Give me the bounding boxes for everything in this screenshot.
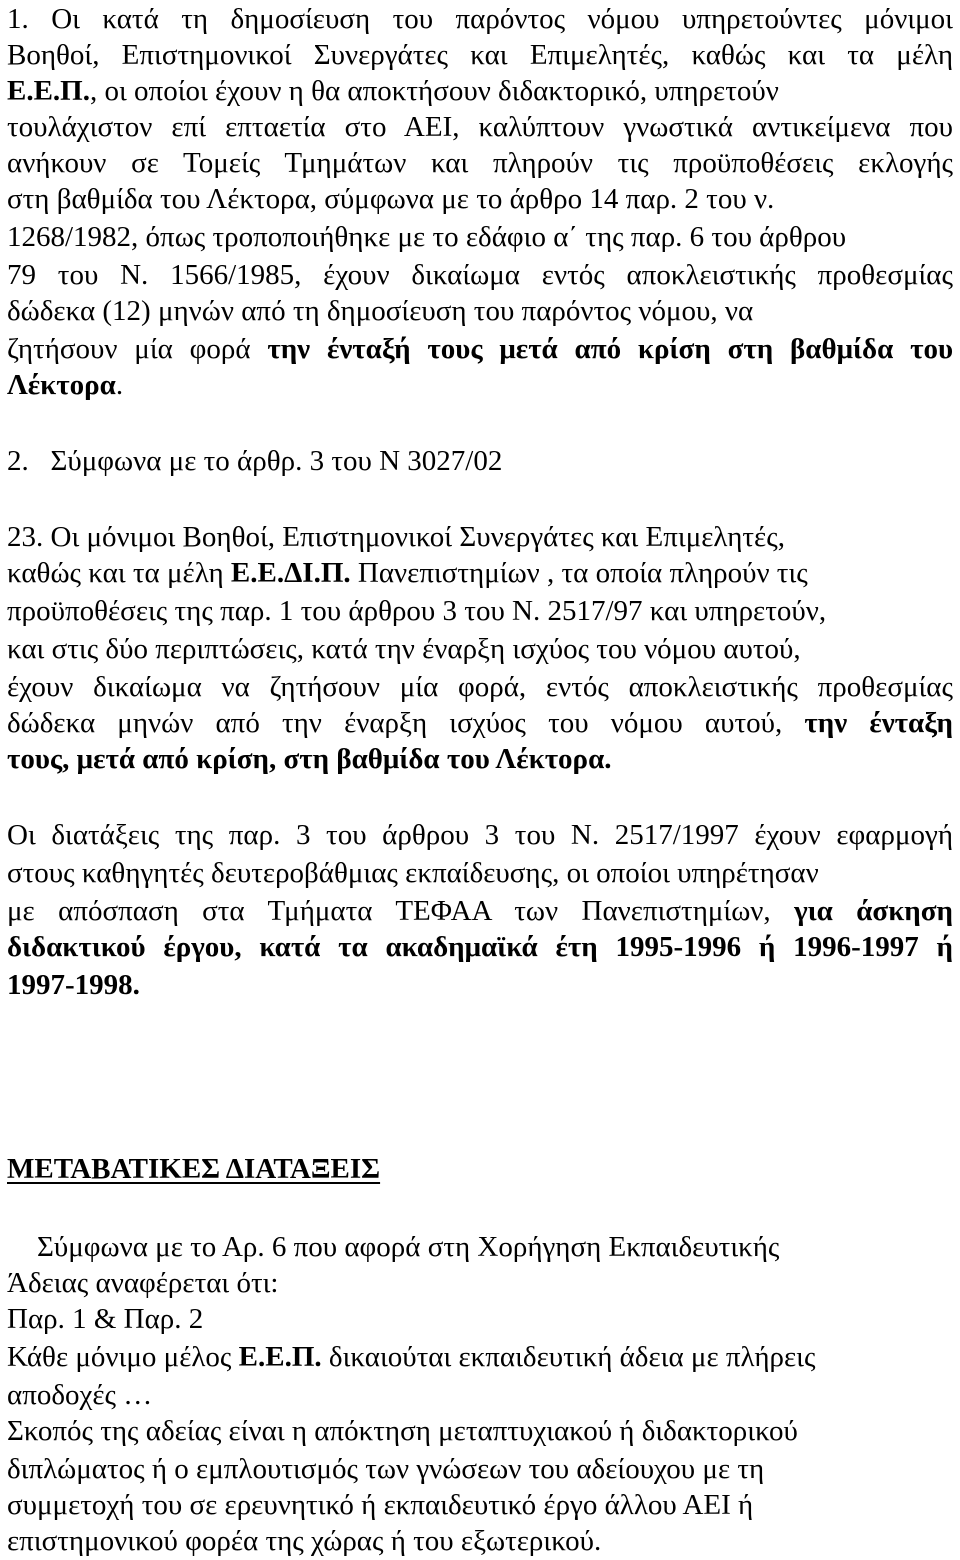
text-span: με απόσπαση στα Τμήματα ΤΕΦΑΑ των Πανεπιστημίων, [7,895,771,927]
abbreviation: Ε.Ε.Π. [7,75,90,107]
text-span: , οι οποίοι έχουν η θα αποκτήσουν διδακτορικό, υπηρετούν [90,75,779,107]
paragraph-line: Παρ. 1 & Παρ. 2 [7,1303,204,1335]
paragraph-line: στη βαθμίδα του Λέκτορα, σύμφωνα με το άρθρο 14 παρ. 2 του ν. [7,183,775,215]
paragraph-line [7,706,953,740]
paragraph-line: 79 του Ν. 1566/1985, έχουν δικαίωμα εντός αποκλειστικής προθεσμίας [7,259,953,291]
paragraph-line: Σύμφωνα με το Αρ. 6 που αφορά στη Χορήγηση Εκπαιδευτικής [37,1231,780,1263]
paragraph-line: Άδειας αναφέρεται ότι: [7,1267,279,1299]
paragraph-line [7,1340,815,1374]
paragraph-line [7,74,953,108]
paragraph-line: δώδεκα (12) μηνών από τη δημοσίευση του παρόντος νόμου, να [7,295,754,327]
paragraph-line: 23. Οι μόνιμοι Βοηθοί, Επιστημονικοί Συνεργάτες και Επιμελητές, [7,521,785,553]
text-span: ζητήσουν μία φορά [7,333,251,365]
paragraph-line [7,556,808,590]
paragraph-line: αποδοχές … [7,1379,153,1411]
paragraph-line: Σκοπός της αδείας είναι η απόκτηση μεταπτυχιακού ή διδακτορικού [7,1415,798,1447]
emphasis-text: την ένταξή τους μετά από κρίση στη βαθμίδα του [267,333,953,365]
section-heading: 2. Σύμφωνα με το άρθρ. 3 του Ν 3027/02 [7,445,503,477]
paragraph-line: συμμετοχή του σε ερευνητικό ή εκπαιδευτικό έργο άλλου ΑΕΙ ή [7,1489,754,1521]
paragraph-line: και στις δύο περιπτώσεις, κατά την έναρξη ισχύος του νόμου αυτού, [7,633,801,665]
paragraph-line: Οι διατάξεις της παρ. 3 του άρθρου 3 του Ν. 2517/1997 έχουν εφαρμογή [7,819,953,851]
text-span: δώδεκα μηνών από την έναρξη ισχύος του νόμου αυτού, [7,707,783,739]
paragraph-line: διπλώματος ή ο εμπλουτισμός των γνώσεων του αδείουχου με τη [7,1453,765,1485]
abbreviation: Ε.Ε.ΔΙ.Π. [230,557,351,589]
paragraph-line: τουλάχιστον επί επταετία στο ΑΕΙ, καλύπτουν γνωστικά αντικείμενα που [7,111,953,143]
paragraph-line: επιστημονικού φορέα της χώρας ή του εξωτερικού. [7,1525,602,1557]
text-span: δικαιούται εκπαιδευτική άδεια με πλήρεις [328,1341,816,1373]
emphasis-text: για άσκηση [794,895,954,927]
text-span: Κάθε μόνιμο μέλος [7,1341,232,1373]
text-span: . [115,369,124,401]
paragraph-line: 1. Οι κατά τη δημοσίευση του παρόντος νόμου υπηρετούντες μόνιμοι [7,3,953,35]
paragraph-line [7,332,953,366]
paragraph-line [7,368,123,402]
paragraph-line: διδακτικού έργου, κατά τα ακαδημαϊκά έτη 1995-1996 ή 1996-1997 ή [7,931,953,963]
abbreviation: Ε.Ε.Π. [238,1341,322,1373]
section-title: ΜΕΤΑΒΑΤΙΚΕΣ ΔΙΑΤΑΞΕΙΣ [7,1153,381,1185]
paragraph-line: ανήκουν σε Τομείς Τμημάτων και πληρούν τις προϋποθέσεις εκλογής [7,147,953,179]
paragraph-line: έχουν δικαίωμα να ζητήσουν μία φορά, εντός αποκλειστικής προθεσμίας [7,671,953,703]
paragraph-line [7,894,953,928]
emphasis-text: την ένταξη [804,707,953,739]
text-span: Πανεπιστημίων , τα οποία πληρούν τις [357,557,808,589]
paragraph-line: Βοηθοί, Επιστημονικοί Συνεργάτες και Επιμελητές, καθώς και τα μέλη [7,39,953,71]
paragraph-line: στους καθηγητές δευτεροβάθμιας εκπαίδευσης, οι οποίοι υπηρέτησαν [7,857,819,889]
emphasis-text: Λέκτορα [7,369,116,401]
paragraph-line: προϋποθέσεις της παρ. 1 του άρθρου 3 του Ν. 2517/97 και υπηρετούν, [7,595,827,627]
paragraph-line: τους, μετά από κρίση, στη βαθμίδα του Λέκτορα. [7,743,612,775]
text-span: καθώς και τα μέλη [7,557,224,589]
paragraph-line: 1268/1982, όπως τροποποιήθηκε με το εδάφιο α΄ της παρ. 6 του άρθρου [7,221,847,253]
paragraph-line: 1997-1998. [7,969,140,1001]
